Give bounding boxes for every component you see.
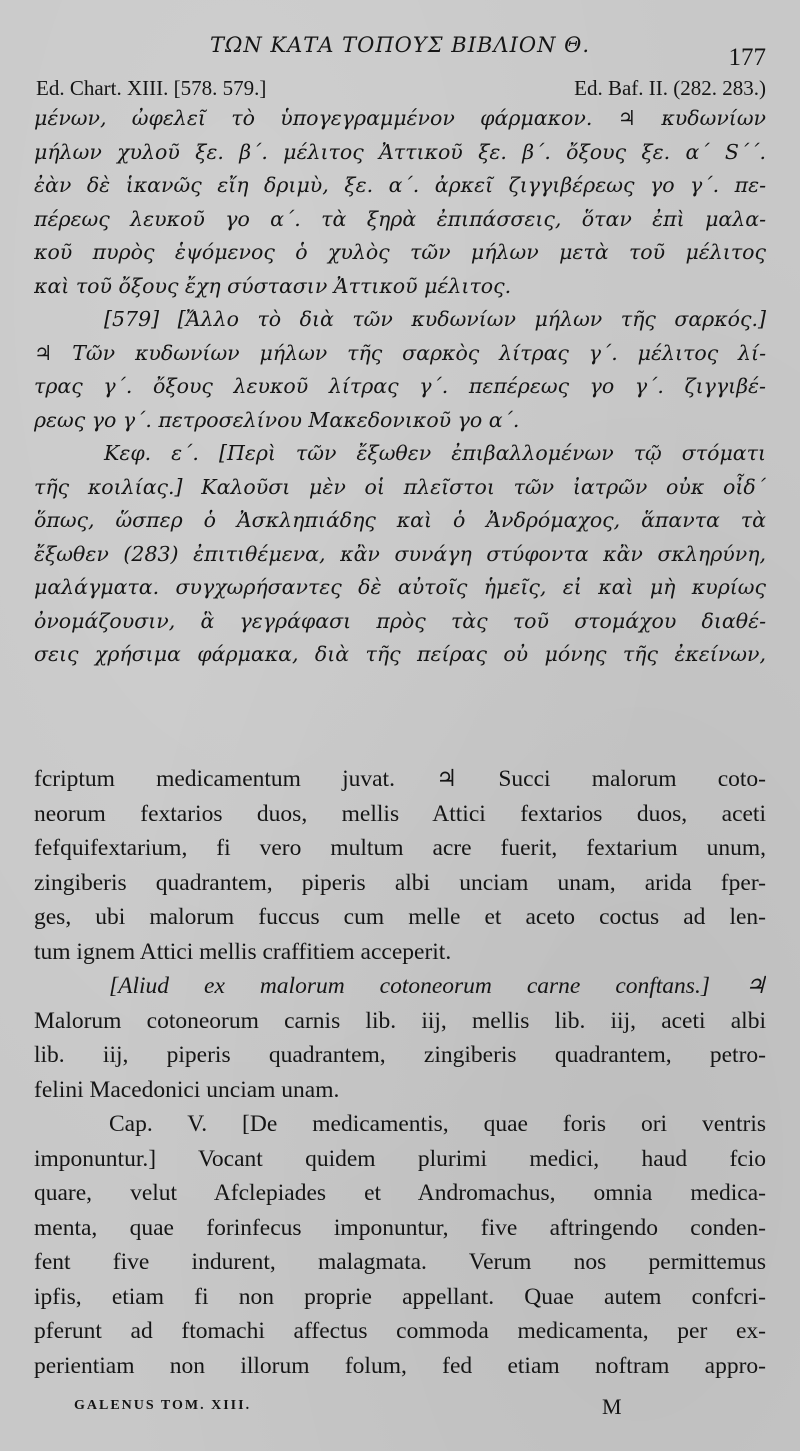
greek-chapter-line: Κεφ. ε΄. [Περὶ τῶν ἔξωθεν ἐπιβαλλομένων τῷ στόματι (104, 441, 766, 465)
greek-line: μήλων χυλοῦ ξε. β΄. μέλιτος Ἀττικοῦ ξε. β΄. ὄξους ξε. α΄ S΄΄. (34, 139, 766, 164)
greek-line: κοῦ πυρὸς ἑψόμενος ὁ χυλὸς τῶν μήλων μετὰ τοῦ μέλιτος (34, 240, 766, 264)
latin-line: pferunt ad ftomachi affectus commoda medicamenta, per ex- (34, 1318, 766, 1344)
greek-line: τρας γ΄. ὄξους λευκοῦ λίτρας γ΄. πεπέρεως γο γ΄. ζιγγιβέ- (34, 374, 766, 398)
latin-line: Malorum cotoneorum carnis lib. iij, mellis lib. iij, aceti albi (34, 1007, 766, 1034)
latin-line: imponuntur.] Vocant quidem plurimi medici, haud fcio (34, 1145, 766, 1172)
latin-line: tum ignem Attici mellis craffitiem acceperit. (34, 938, 452, 965)
edition-chart-ref: Ed. Chart. XIII. [578. 579.] (36, 76, 267, 100)
latin-line: felini Macedonici unciam unam. (34, 1076, 340, 1103)
latin-line: ipfis, etiam fi non proprie appellant. Quae autem confcri- (34, 1283, 766, 1310)
latin-line: fent five indurent, malagmata. Verum nos permittemus (34, 1249, 766, 1275)
greek-line: σεις χρήσιμα φάρμακα, διὰ τῆς πείρας οὐ μόνης τῆς ἐκείνων, (34, 642, 766, 666)
greek-line: ἐὰν δὲ ἱκανῶς εἴη δριμὺ, ξε. α΄. ἀρκεῖ ζιγγιβέρεως γο γ΄. πε- (34, 173, 766, 197)
greek-line: μένων, ὠφελεῖ τὸ ὑπογεγραμμένον φάρμακον. ♃ κυδωνίων (34, 106, 766, 130)
signature-mark: M (602, 1394, 622, 1419)
greek-line: ρεως γο γ΄. πετροσελίνου Μακεδονικοῦ γο α΄. (34, 407, 520, 432)
latin-line: quare, velut Afclepiades et Andromachus, omnia medica- (34, 1180, 766, 1206)
latin-line: fefquifextarium, fi vero multum acre fuerit, fextarium unum, (34, 835, 766, 861)
latin-text-block (34, 762, 766, 1383)
greek-text-block (34, 102, 766, 672)
signature-line: GALENUS TOM. XIII. (74, 1398, 252, 1413)
latin-line: menta, quae forinfecus imponuntur, five aftringendo conden- (34, 1214, 766, 1241)
greek-line: ἔξωθεν (283) ἐπιτιθέμενα, κἂν συνάγη στύφοντα κἂν σκληρύνη, (34, 541, 766, 566)
greek-line: ὅπως, ὥσπερ ὁ Ἀσκληπιάδης καὶ ὁ Ἀνδρόμαχος, ἅπαντα τὰ (34, 508, 766, 532)
greek-line: μαλάγματα. συγχωρήσαντες δὲ αὐτοῖς ἡμεῖς, εἰ καὶ μὴ κυρίως (34, 575, 766, 599)
greek-line: πέρεως λευκοῦ γο α΄. τὰ ξηρὰ ἐπιπάσσεις, ὅταν ἐπὶ μαλα- (34, 206, 766, 231)
greek-heading-line: [579] [Ἄλλο τὸ διὰ τῶν κυδωνίων μήλων τῆς σαρκός.] (104, 307, 766, 331)
edition-bas-ref: Ed. Baf. II. (282. 283.) (574, 76, 766, 100)
latin-chapter-line: Cap. V. [De medicamentis, quae foris ori ventris (109, 1111, 766, 1137)
latin-line: perientiam non illorum folum, fed etiam noftram appro- (34, 1352, 766, 1379)
latin-heading-line: [Aliud ex malorum cotoneorum carne conftans.] ♃ (109, 973, 766, 999)
greek-line: καὶ τοῦ ὄξους ἔχη σύστασιν Ἀττικοῦ μέλιτος. (34, 273, 512, 298)
page-footer (74, 1394, 644, 1424)
latin-line: lib. iij, piperis quadrantem, zingiberis quadrantem, petro- (34, 1042, 766, 1068)
latin-line: neorum fextarios duos, mellis Attici fextarios duos, aceti (34, 800, 766, 827)
latin-line: fcriptum medicamentum juvat. ♃ Succi malorum coto- (34, 766, 766, 792)
greek-line: τῆς κοιλίας.] Καλοῦσι μὲν οἱ πλεῖστοι τῶν ἰατρῶν οὐκ οἶδ΄ (34, 474, 766, 499)
latin-line: ges, ubi malorum fuccus cum melle et aceto coctus ad len- (34, 904, 766, 930)
latin-line: zingiberis quadrantem, piperis albi unciam unam, arida fper- (34, 869, 766, 896)
running-head: ΤΩΝ ΚΑΤΑ ΤΟΠΟΥΣ ΒΙΒΛΙΟΝ Θ. (209, 33, 591, 57)
page-number: 177 (728, 44, 766, 71)
greek-line: ὀνομάζουσιν, ἃ γεγράφασι πρὸς τὰς τοῦ στομάχου διαθέ- (34, 608, 766, 633)
edition-line (36, 76, 766, 102)
greek-line: ♃ Τῶν κυδωνίων μήλων τῆς σαρκὸς λίτρας γ΄. μέλιτος λί- (34, 340, 766, 365)
